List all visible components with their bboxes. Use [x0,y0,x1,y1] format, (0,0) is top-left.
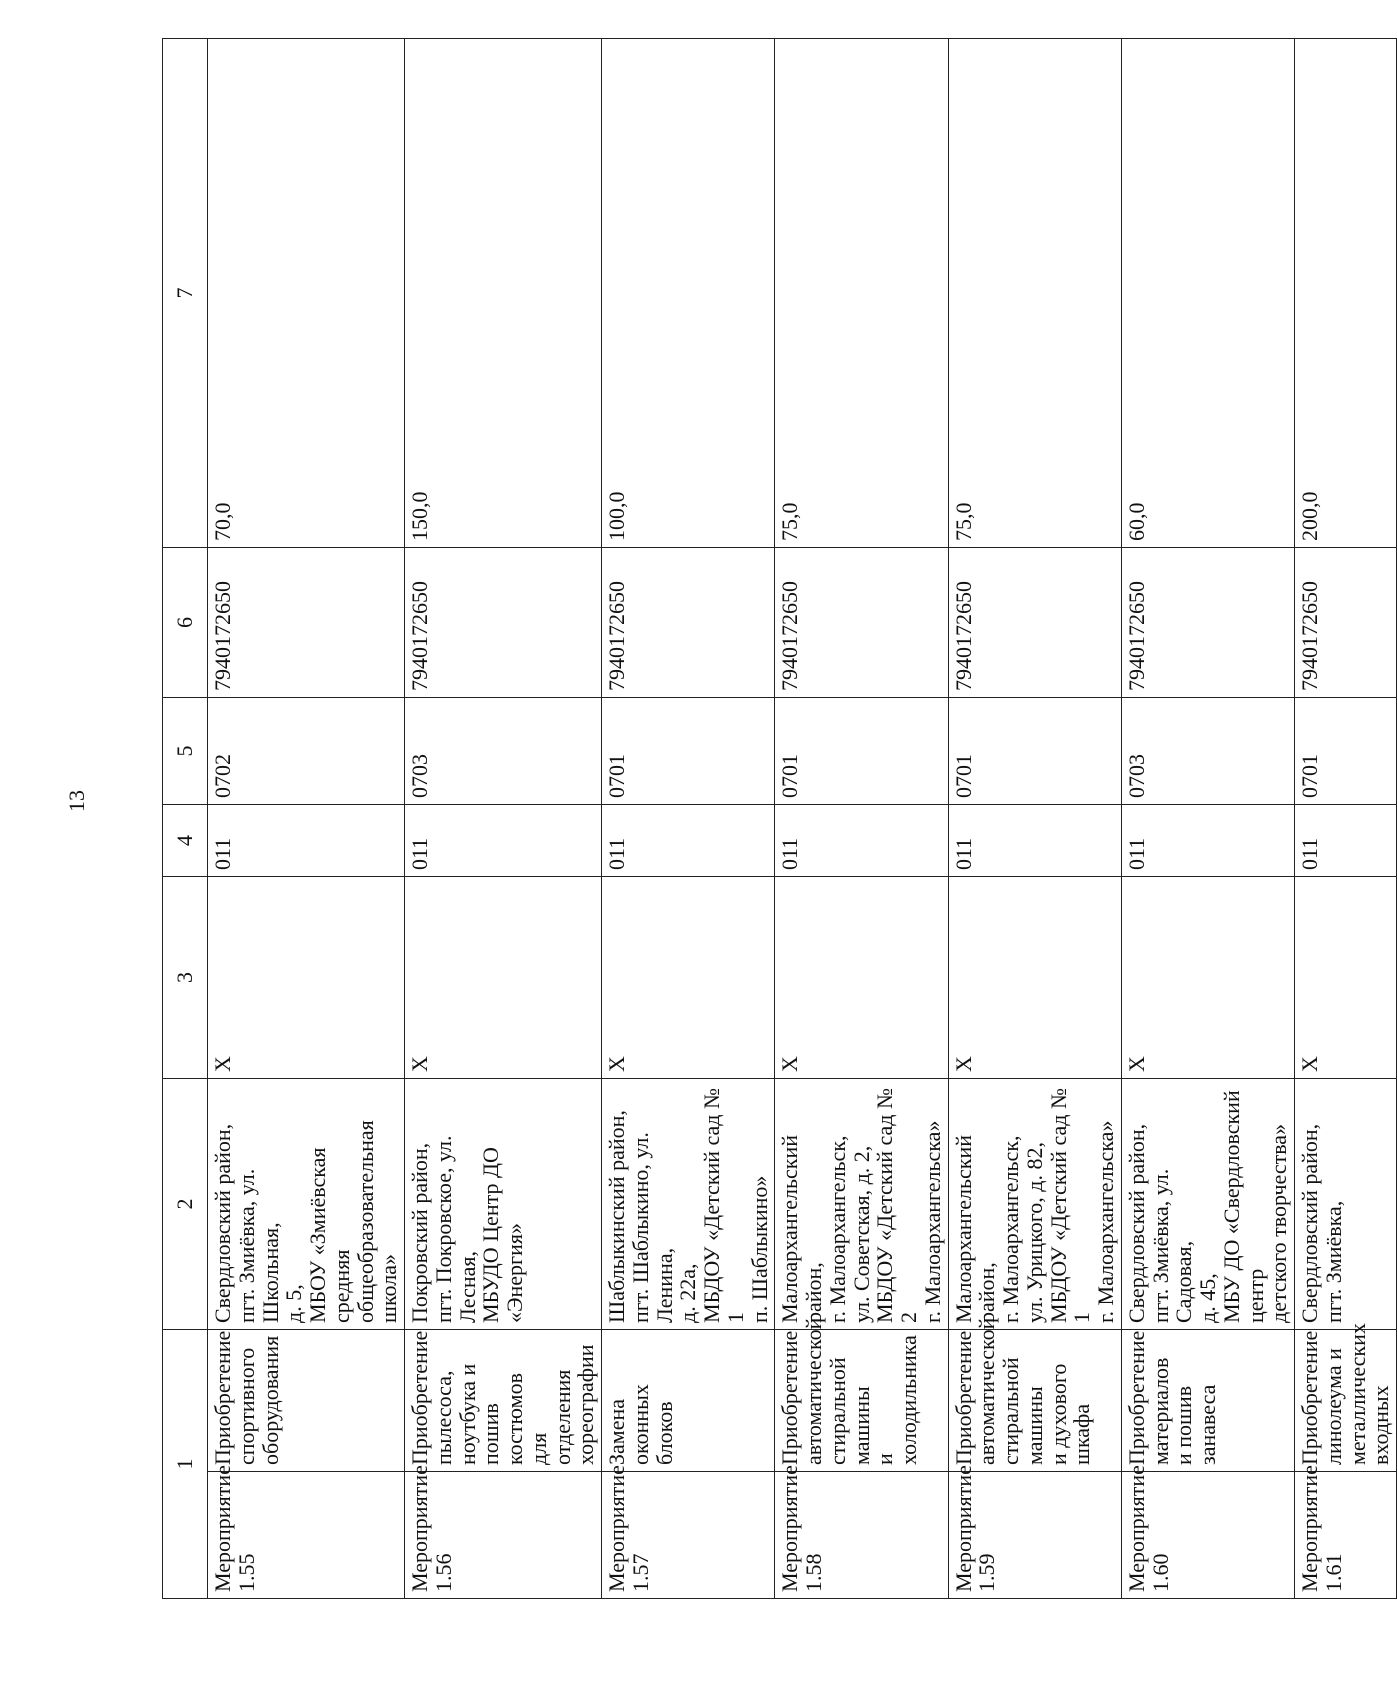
mark-cell: X [948,877,1121,1079]
header-row [163,39,208,1599]
section-cell: 0701 [1295,698,1397,805]
amount-cell: 200,0 [1295,39,1397,548]
measure-name-cell: Замена оконных блоков [602,1330,775,1472]
section-cell: 0701 [775,698,948,805]
section-cell: 0703 [405,698,602,805]
amount-cell: 100,0 [602,39,775,548]
address-cell: Покровский район, пгт. Покровское, ул. Лесная, МБУДО Центр ДО «Энергия» [405,1079,602,1330]
measure-id-cell: Мероприятие 1.57 [602,1472,775,1599]
target-article-cell: 7940172650 [405,548,602,698]
table-row [948,39,1121,1599]
mark-cell: X [1295,877,1397,1079]
measure-id-cell: Мероприятие 1.61 [1295,1472,1397,1599]
target-article-cell: 7940172650 [775,548,948,698]
amount-cell: 60,0 [1121,39,1294,548]
measure-id-cell: Мероприятие 1.58 [775,1472,948,1599]
header-cell-6: 6 [163,548,208,698]
measure-name-cell: Приобретение пылесоса, ноутбука и пошив костюмов для отделения хореографии [405,1330,602,1472]
address-cell: Свердловский район, пгт. Змиёвка, ул. Школьная, д. 5, МБОУ «Змиёвская средняя общеобразовательная школа» [208,1079,405,1330]
table-header [163,39,208,1599]
rotated-table-sheet [162,39,1394,1599]
measure-name-cell: Приобретение линолеума и металлических входных [1295,1330,1397,1472]
amount-cell: 75,0 [775,39,948,548]
table-body [208,39,1397,1599]
address-cell: Свердловский район, пгт. Змиёвка, ул. Садовая, д. 45, МБУ ДО «Свердловский центр детского творчества» [1121,1079,1294,1330]
section-cell: 0701 [602,698,775,805]
mark-cell: X [405,877,602,1079]
table-row [1121,39,1294,1599]
section-cell: 0701 [948,698,1121,805]
table-row [405,39,602,1599]
measure-id-cell: Мероприятие 1.60 [1121,1472,1294,1599]
section-cell: 0703 [1121,698,1294,805]
address-cell: Малоархангельский район, г. Малоархангельск, ул. Советская, д. 2, МБДОУ «Детский сад № 2 г. Малоархангельска» [775,1079,948,1330]
table-row [1295,39,1397,1599]
target-article-cell: 7940172650 [948,548,1121,698]
measure-name-cell: Приобретение автоматической стиральной машины и духового шкафа [948,1330,1121,1472]
mark-cell: X [1121,877,1294,1079]
page-number: 13 [64,790,89,812]
code-cell: 011 [948,805,1121,877]
header-cell-2: 2 [163,1079,208,1330]
measure-name-cell: Приобретение материалов и пошив занавеса [1121,1330,1294,1472]
address-cell: Шаблыкинский район, пгт. Шаблыкино, ул. Ленина, д. 22а, МБДОУ «Детский сад № 1 п. Шаблыкино» [602,1079,775,1330]
measure-id-cell: Мероприятие 1.59 [948,1472,1121,1599]
code-cell: 011 [775,805,948,877]
amount-cell: 150,0 [405,39,602,548]
table-row [775,39,948,1599]
document-table [162,38,1397,1599]
code-cell: 011 [208,805,405,877]
code-cell: 011 [602,805,775,877]
header-cell-5: 5 [163,698,208,805]
header-cell-4: 4 [163,805,208,877]
target-article-cell: 7940172650 [1121,548,1294,698]
measure-name-cell: Приобретение автоматической стиральной машины и холодильника [775,1330,948,1472]
target-article-cell: 7940172650 [602,548,775,698]
amount-cell: 70,0 [208,39,405,548]
target-article-cell: 7940172650 [208,548,405,698]
mark-cell: X [602,877,775,1079]
measure-id-cell: Мероприятие 1.55 [208,1472,405,1599]
code-cell: 011 [1295,805,1397,877]
header-cell-3: 3 [163,877,208,1079]
section-cell: 0702 [208,698,405,805]
table-row [208,39,405,1599]
target-article-cell: 7940172650 [1295,548,1397,698]
measure-id-cell: Мероприятие 1.56 [405,1472,602,1599]
address-cell: Свердловский район, пгт. Змиёвка, [1295,1079,1397,1330]
header-cell-1: 1 [163,1330,208,1599]
code-cell: 011 [405,805,602,877]
mark-cell: X [775,877,948,1079]
header-cell-7: 7 [163,39,208,548]
amount-cell: 75,0 [948,39,1121,548]
address-cell: Малоархангельский район, г. Малоархангельск, ул. Урицкого, д. 82, МБДОУ «Детский сад № 1 г. Малоархангельска» [948,1079,1121,1330]
measure-name-cell: Приобретение спортивного оборудования [208,1330,405,1472]
table-row [602,39,775,1599]
mark-cell: X [208,877,405,1079]
code-cell: 011 [1121,805,1294,877]
